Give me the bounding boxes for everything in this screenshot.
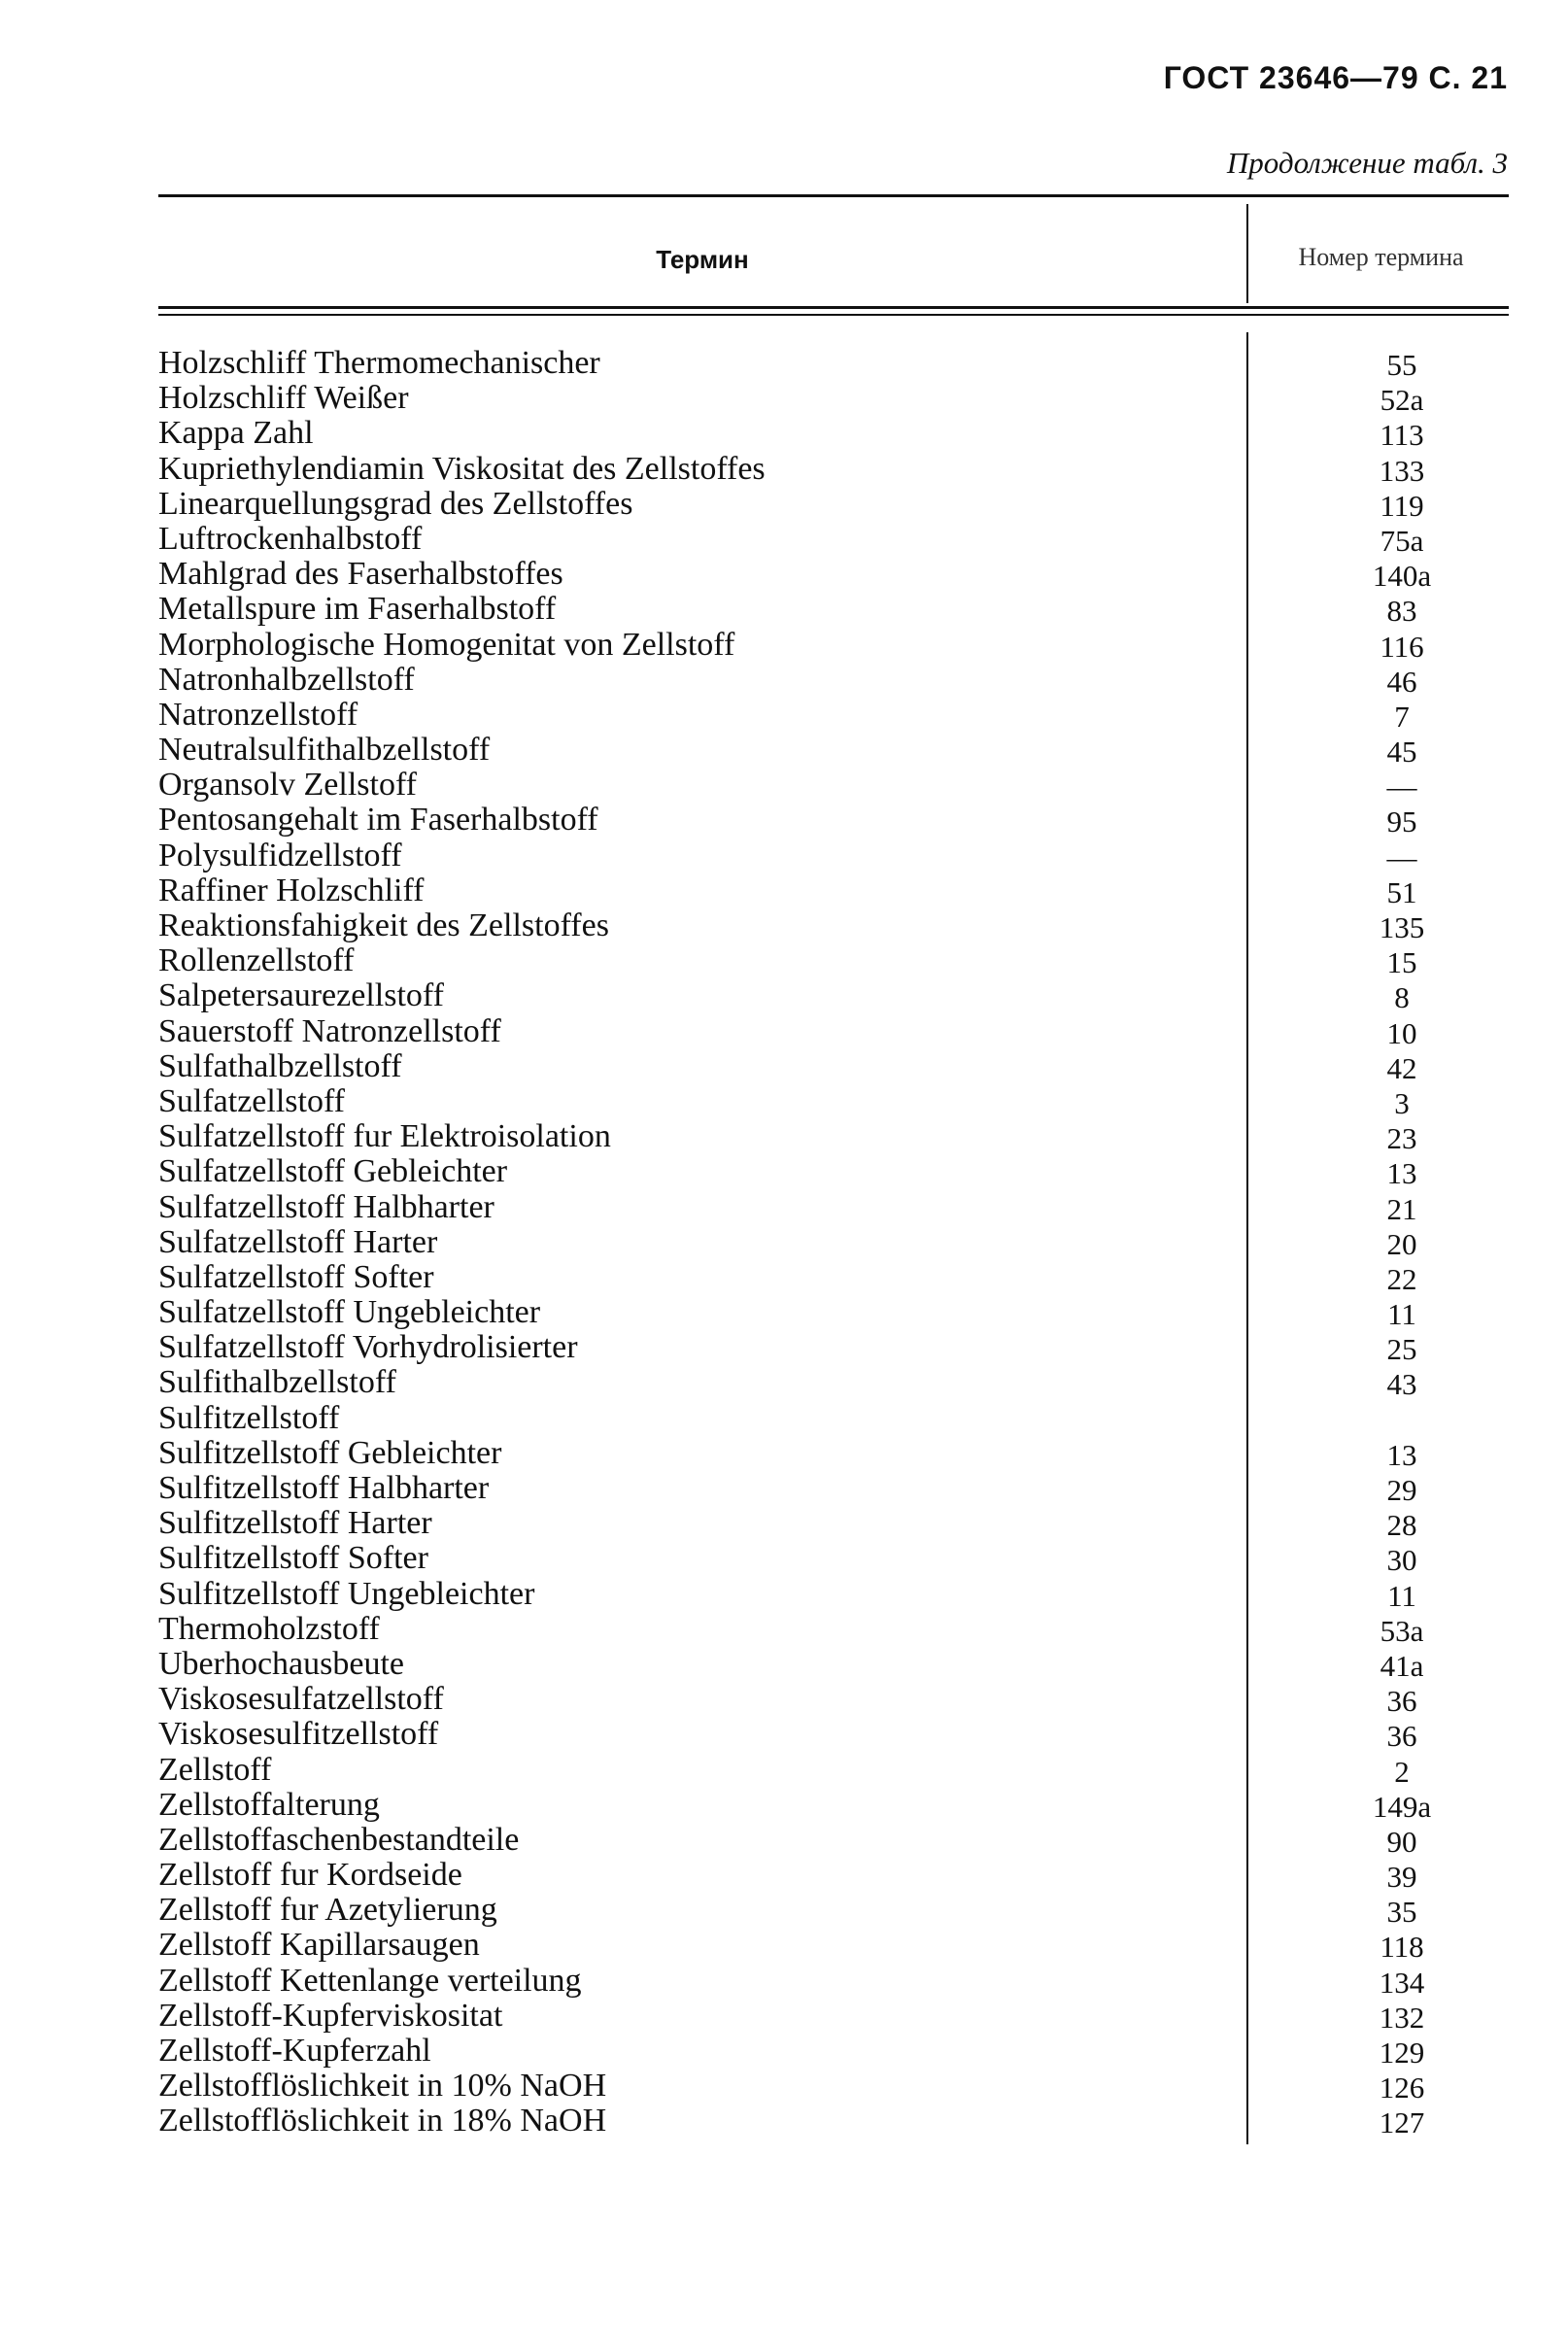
table-row — [158, 1330, 1509, 1365]
term-number-cell: 35 — [1386, 1895, 1417, 1930]
term-number-cell: 133 — [1379, 453, 1425, 488]
table-row — [158, 1893, 1509, 1928]
term-number-cell: 52a — [1380, 383, 1424, 418]
page-header: ГОСТ 23646—79 С. 21 — [1163, 60, 1508, 95]
term-cell: Sulfatzellstoff Gebleichter — [158, 1153, 508, 1190]
table-row — [158, 381, 1509, 416]
header-column-divider — [1246, 204, 1248, 303]
table-row — [158, 1717, 1509, 1752]
term-number-cell: 127 — [1379, 2105, 1425, 2140]
table-row — [158, 1823, 1509, 1858]
table-row — [158, 1999, 1509, 2034]
term-cell: Viskosesulfitzellstoff — [158, 1716, 439, 1753]
term-number-cell: 21 — [1386, 1191, 1417, 1226]
term-number-cell: 113 — [1380, 418, 1424, 453]
term-number-cell: 90 — [1386, 1824, 1417, 1859]
table-top-rule — [158, 194, 1509, 197]
term-number-cell: 135 — [1379, 910, 1425, 944]
term-number-cell: 134 — [1379, 1965, 1425, 2000]
table-row — [158, 1471, 1509, 1506]
term-cell: Viskosesulfatzellstoff — [158, 1681, 444, 1718]
table-row — [158, 873, 1509, 908]
term-number-cell: 41a — [1380, 1648, 1424, 1683]
term-number-cell: 23 — [1386, 1121, 1417, 1156]
term-number-cell: 51 — [1386, 874, 1417, 909]
term-cell: Pentosangehalt im Faserhalbstoff — [158, 802, 598, 838]
header-bottom-rule — [158, 306, 1509, 309]
term-cell: Rollenzellstoff — [158, 942, 355, 979]
term-cell: Organsolv Zellstoff — [158, 767, 417, 804]
term-cell: Sulfatzellstoff Halbharter — [158, 1188, 494, 1225]
term-number-cell: 46 — [1386, 664, 1417, 699]
table-row — [158, 346, 1509, 381]
term-number-cell: — — [1386, 770, 1417, 804]
term-cell: Zellstoffalterung — [158, 1786, 380, 1823]
table-row — [158, 1647, 1509, 1682]
term-cell: Thermoholzstoff — [158, 1610, 380, 1647]
term-number-cell: 116 — [1380, 629, 1424, 664]
term-cell: Zellstofflöslichkeit in 18% NaOH — [158, 2103, 607, 2139]
term-cell: Holzschliff Weißer — [158, 380, 409, 417]
table-row — [158, 908, 1509, 943]
term-cell: Morphologische Homogenitat von Zellstoff — [158, 626, 735, 663]
table-row — [158, 1788, 1509, 1823]
term-number-cell: 126 — [1379, 2070, 1425, 2105]
term-cell: Salpetersaurezellstoff — [158, 977, 444, 1014]
term-number-cell: 42 — [1386, 1050, 1417, 1085]
header-bottom-rule-second — [158, 314, 1509, 316]
term-number-cell: 11 — [1387, 1297, 1416, 1332]
term-number-cell: 22 — [1386, 1261, 1417, 1296]
term-cell: Kupriethylendiamin Viskositat des Zellstoffes — [158, 450, 766, 487]
term-number-cell: 15 — [1386, 945, 1417, 980]
term-cell: Kappa Zahl — [158, 415, 314, 452]
table-row — [158, 1365, 1509, 1400]
term-number-cell: 118 — [1380, 1930, 1424, 1965]
term-number-cell: 119 — [1380, 488, 1424, 523]
table-row — [158, 2069, 1509, 2104]
term-number-cell: 132 — [1379, 2000, 1425, 2035]
table-row — [158, 1401, 1509, 1436]
term-cell: Sulfathalbzellstoff — [158, 1047, 402, 1084]
term-cell: Zellstoff fur Azetylierung — [158, 1892, 497, 1929]
term-cell: Sulfatzellstoff Harter — [158, 1223, 438, 1260]
term-number-cell: 8 — [1394, 980, 1410, 1015]
term-cell: Sulfatzellstoff Softer — [158, 1258, 434, 1295]
term-number-cell: 2 — [1394, 1754, 1410, 1789]
table-row — [158, 1436, 1509, 1471]
table-row — [158, 698, 1509, 733]
table-row — [158, 978, 1509, 1013]
table-row — [158, 1577, 1509, 1612]
table-row — [158, 2034, 1509, 2069]
table-row — [158, 1295, 1509, 1330]
term-number-cell: 95 — [1386, 804, 1417, 839]
term-cell: Reaktionsfahigkeit des Zellstoffes — [158, 907, 609, 943]
term-cell: Natronzellstoff — [158, 696, 358, 733]
term-number-cell: 75a — [1380, 523, 1424, 558]
table-row — [158, 628, 1509, 663]
term-cell: Polysulfidzellstoff — [158, 837, 402, 873]
term-number-cell: 29 — [1386, 1473, 1417, 1507]
term-cell: Holzschliff Thermomechanischer — [158, 345, 600, 381]
table-row — [158, 1225, 1509, 1260]
term-table-body — [158, 346, 1509, 2139]
term-number-cell: 39 — [1386, 1860, 1417, 1895]
term-number-cell: 55 — [1386, 348, 1417, 382]
term-cell: Sauerstoff Natronzellstoff — [158, 1012, 501, 1049]
term-number-cell: 140a — [1372, 559, 1432, 594]
column-header-number: Номер термина — [1298, 243, 1464, 271]
term-cell: Zellstoff Kettenlange verteilung — [158, 1962, 582, 1999]
term-cell: Sulfatzellstoff Ungebleichter — [158, 1294, 541, 1331]
term-cell: Mahlgrad des Faserhalbstoffes — [158, 556, 563, 593]
table-row — [158, 487, 1509, 522]
term-number-cell: 43 — [1386, 1367, 1417, 1402]
term-number-cell: 11 — [1387, 1578, 1416, 1613]
term-cell: Sulfithalbzellstoff — [158, 1364, 396, 1401]
table-row — [158, 1682, 1509, 1717]
table-row — [158, 1014, 1509, 1049]
term-number-cell: 25 — [1386, 1332, 1417, 1367]
term-number-cell: — — [1386, 839, 1417, 874]
term-cell: Zellstoff Kapillarsaugen — [158, 1927, 480, 1964]
term-cell: Zellstoff-Kupferzahl — [158, 2033, 431, 2069]
table-row — [158, 803, 1509, 838]
table-row — [158, 2104, 1509, 2139]
term-cell: Natronhalbzellstoff — [158, 661, 415, 698]
table-row — [158, 838, 1509, 873]
table-row — [158, 733, 1509, 768]
term-cell: Raffiner Holzschliff — [158, 872, 425, 908]
term-number-cell: 3 — [1394, 1085, 1410, 1120]
table-row — [158, 1049, 1509, 1084]
table-row — [158, 663, 1509, 698]
table-row — [158, 1506, 1509, 1541]
table-row — [158, 1154, 1509, 1189]
term-cell: Zellstoffaschenbestandteile — [158, 1821, 520, 1858]
term-number-cell: 20 — [1386, 1226, 1417, 1261]
table-row — [158, 522, 1509, 557]
table-row — [158, 1928, 1509, 1963]
term-number-cell: 36 — [1386, 1684, 1417, 1719]
term-cell: Zellstoff fur Kordseide — [158, 1857, 462, 1894]
term-number-cell: 7 — [1394, 699, 1410, 734]
table-row — [158, 1964, 1509, 1999]
table-row — [158, 768, 1509, 803]
term-cell: Uberhochausbeute — [158, 1645, 405, 1682]
term-number-cell: 83 — [1386, 594, 1417, 629]
table-row — [158, 1190, 1509, 1225]
term-number-cell: 28 — [1386, 1508, 1417, 1543]
column-header-term: Термин — [656, 245, 749, 274]
term-number-cell: 30 — [1386, 1543, 1417, 1578]
term-cell: Sulfitzellstoff Gebleichter — [158, 1434, 502, 1471]
term-number-cell: 129 — [1379, 2036, 1425, 2070]
table-row — [158, 416, 1509, 451]
table-row — [158, 1858, 1509, 1893]
term-cell: Zellstoff — [158, 1751, 272, 1788]
table-row — [158, 1541, 1509, 1576]
term-cell: Zellstoff-Kupferviskositat — [158, 1997, 503, 2034]
term-number-cell: 13 — [1386, 1156, 1417, 1191]
table-row — [158, 1612, 1509, 1647]
term-cell: Sulfatzellstoff — [158, 1082, 345, 1119]
term-cell: Sulfitzellstoff — [158, 1399, 340, 1436]
table-row — [158, 1260, 1509, 1295]
table-row — [158, 557, 1509, 592]
term-number-cell: 10 — [1386, 1015, 1417, 1050]
term-cell: Sulfitzellstoff Harter — [158, 1505, 432, 1542]
term-cell: Metallspure im Faserhalbstoff — [158, 591, 557, 628]
term-cell: Neutralsulfithalbzellstoff — [158, 732, 491, 769]
term-cell: Sulfatzellstoff Vorhydrolisierter — [158, 1329, 578, 1366]
table-continuation-label: Продолжение табл. 3 — [1226, 146, 1508, 180]
term-cell: Sulfitzellstoff Halbharter — [158, 1470, 490, 1506]
term-number-cell: 53a — [1380, 1613, 1424, 1648]
term-cell: Linearquellungsgrad des Zellstoffes — [158, 485, 633, 522]
table-row — [158, 943, 1509, 978]
term-number-cell: 149a — [1372, 1789, 1432, 1824]
table-row — [158, 1084, 1509, 1119]
table-row — [158, 1119, 1509, 1154]
term-cell: Sulfitzellstoff Softer — [158, 1540, 428, 1577]
table-row — [158, 592, 1509, 627]
term-cell: Luftrockenhalbstoff — [158, 520, 423, 557]
term-number-cell: 45 — [1386, 735, 1417, 770]
term-cell: Sulfatzellstoff fur Elektroisolation — [158, 1118, 611, 1155]
term-number-cell: 13 — [1386, 1437, 1417, 1472]
term-cell: Sulfitzellstoff Ungebleichter — [158, 1575, 535, 1612]
table-row — [158, 1753, 1509, 1788]
term-number-cell: 36 — [1386, 1719, 1417, 1754]
term-cell: Zellstofflöslichkeit in 10% NaOH — [158, 2068, 607, 2105]
table-row — [158, 452, 1509, 487]
